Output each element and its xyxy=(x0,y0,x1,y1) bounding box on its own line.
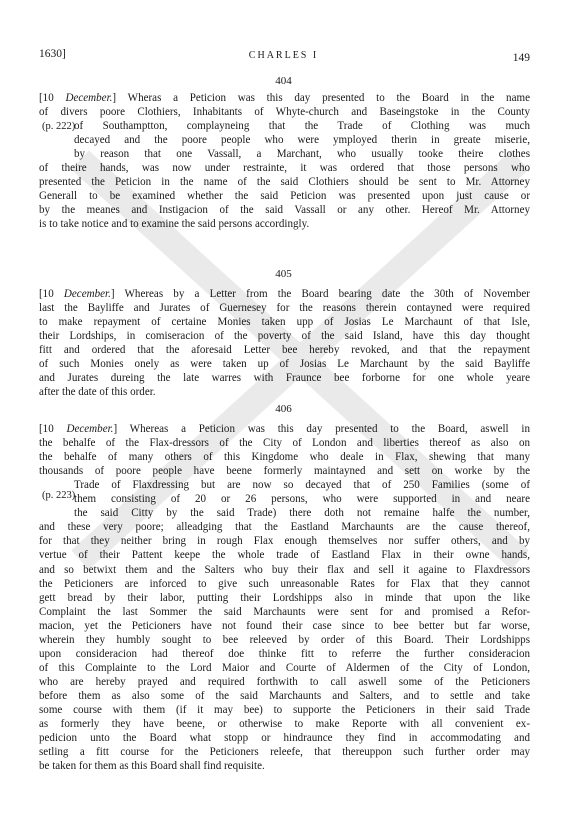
text-line xyxy=(39,633,530,647)
text-span: by the meanes and Instigacion of the said Vassall or any other. Hereof Mr. Attorney xyxy=(39,204,530,217)
text-span: and these very poore; alleadging that the Eastland Marchaunts are the cause thereof, xyxy=(39,521,530,534)
text-line xyxy=(39,703,530,717)
text-line xyxy=(39,217,530,231)
text-line xyxy=(39,175,530,189)
text-span: by reason that one Vassall, a Marchant, who usually tooke theire clothes xyxy=(74,148,530,161)
text-span: macion, yet the Peticioners have not found their case since to bee better but far worse, xyxy=(39,619,530,632)
text-span: some course with them (if it may bee) to supporte the Peticioners in their said Trade xyxy=(39,704,530,716)
text-line xyxy=(39,464,530,478)
text-line xyxy=(74,133,530,147)
text-line xyxy=(74,147,530,161)
text-span: is to take notice and to examine the said persons accordingly. xyxy=(39,218,310,231)
text-span: the behalfe of many others of this Kingdome who deale in Flax, shewing that many xyxy=(39,451,530,464)
text-line xyxy=(39,689,530,703)
text-line xyxy=(39,661,530,675)
text-span: vertue of their Pattent keepe the whole trade of Eastland Flax in their owne hands, xyxy=(39,549,530,562)
text-span: of theire hands, was now under restrainte, it was ordered that those persons who xyxy=(39,162,530,175)
text-span: wherein they humbly sought to bee releeved by order of this Board. Their Lordshipps xyxy=(39,633,530,646)
text-span: [10 xyxy=(39,423,67,435)
text-line xyxy=(39,343,530,357)
text-line xyxy=(39,161,530,175)
date-month: December. xyxy=(66,423,114,435)
margin-page-ref: (p. 223) xyxy=(42,490,76,501)
text-span: their Lordships, in comiseracion of the poverty of the said Island, have this day thought xyxy=(39,330,530,343)
text-line xyxy=(74,478,530,492)
text-line xyxy=(39,450,530,464)
text-span: setling a fitt course for the Peticioners releefe, that thereuppon such further order may xyxy=(39,746,530,759)
text-span: gett bread by their labor, putting their Lordshipps also in minde that upon the like xyxy=(39,591,530,604)
text-line xyxy=(39,563,530,577)
text-span: last the Bayliffe and Jurates of Guernesey for the reasons therein contayned were required xyxy=(39,302,530,315)
margin-page-ref: (p. 222) xyxy=(42,121,76,132)
text-line xyxy=(39,301,530,315)
text-line xyxy=(39,619,530,633)
text-line xyxy=(39,759,530,773)
text-span: upon consideracion had thereof doe thinke fitt to referre the further consideracion xyxy=(39,647,530,660)
text-span: be taken for them as this Board shall find requisite. xyxy=(39,760,265,773)
text-span: who are hereby prayed and required forthwith to call aswell some of the Peticioners xyxy=(39,675,530,688)
text-span: the Peticioners are inforced to give such unreasonable Rates for Flax that they cannot xyxy=(39,577,530,590)
text-span: and so betwixt them and the Salters who buy their flax and sell it againe to Flaxdressors xyxy=(39,563,530,576)
text-span: of this Complainte to the Lord Maior and Courte of Aldermen of the City of London, xyxy=(39,661,530,674)
text-span: pedicion unto the Board what stopp or hindraunce they find in accommodating and xyxy=(39,732,530,745)
text-line xyxy=(39,717,530,731)
text-line xyxy=(74,506,530,520)
text-line xyxy=(39,745,530,759)
text-line xyxy=(39,436,530,450)
text-span: the said Citty by the said Trade) there doth not remaine halfe the number, xyxy=(74,507,530,520)
text-span: ] Whereas a Peticion was this day presented to the Board, aswell in xyxy=(113,423,530,435)
text-line xyxy=(39,675,530,689)
text-span: thousands of poore people have beene formerly maintayned and sett on worke by the xyxy=(39,465,530,478)
page-number: 149 xyxy=(512,52,530,64)
text-span: ] Whereas by a Letter from the Board bearing date the 30th of November xyxy=(110,288,530,300)
entry-number: 406 xyxy=(275,403,292,415)
text-span: them consisting of 20 or 26 persons, who were supported in and neare xyxy=(74,493,530,506)
text-span: [10 xyxy=(39,92,66,104)
text-span: presented the Peticion in the name of the said Clothiers should be sent to Mr. Attorney xyxy=(39,176,530,189)
text-line xyxy=(39,577,530,591)
text-line xyxy=(39,287,530,301)
text-line xyxy=(39,189,530,203)
text-line xyxy=(74,119,530,133)
text-line xyxy=(39,548,530,562)
text-span: as formerly they have beene, or otherwise to make Reporte with all convenient ex- xyxy=(39,718,530,731)
text-span: of such Monies onely as were taken up of Josias Le Marchaunt by the said Bayliffe xyxy=(39,358,530,371)
date-month: December. xyxy=(63,288,111,300)
text-line xyxy=(39,520,530,534)
text-span: Trade of Flaxdressing but are now so decayed that of 250 Families (some of xyxy=(74,479,530,492)
text-span: before them as also some of the said Marchaunts and Salters, and to settle and take xyxy=(39,689,530,702)
text-line xyxy=(74,492,530,506)
text-span: fitt and ordered that the aforesaid Letter bee hereby revoked, and that the repayment xyxy=(39,344,530,357)
text-span: for that they neither bring in rough Flax enough themselves nor suffer others, and by xyxy=(39,535,530,548)
text-line xyxy=(39,647,530,661)
text-span: to make repayment of certaine Monies taken upp of Josias Le Marchaunt of that Isle, xyxy=(39,316,530,329)
text-line xyxy=(39,385,530,399)
text-line xyxy=(39,203,530,217)
running-head-year: 1630] xyxy=(39,48,66,60)
text-line xyxy=(39,371,530,385)
text-line xyxy=(39,591,530,605)
text-span: Complaint the last Sommer the said Marchaunts were sent for and promised a Refor- xyxy=(39,605,530,618)
running-head-title: CHARLES I xyxy=(248,50,319,61)
text-span: of divers poore Clothiers, Inhabitants of Whyte-church and Baseingstoke in the County xyxy=(39,106,530,119)
date-month: December. xyxy=(65,92,113,104)
text-line xyxy=(39,422,530,436)
text-line xyxy=(39,105,530,119)
text-span: after the date of this order. xyxy=(39,386,156,399)
text-line xyxy=(39,534,530,548)
entry-number: 404 xyxy=(275,75,292,87)
text-span: [10 xyxy=(39,288,64,300)
text-span: of Southamptton, complayneing that the Trade of Clothing was much xyxy=(74,120,530,133)
text-span: and Jurates dureing the late warres with Fraunce bee forborne for one whole yeare xyxy=(39,372,530,385)
text-span: Generall to be examined whether the said Peticion was presented upon just cause or xyxy=(39,190,530,203)
text-line xyxy=(39,357,530,371)
text-span: ] Wheras a Peticion was this day presented to the Board in the name xyxy=(112,92,530,104)
entry-number: 405 xyxy=(275,268,292,280)
text-line xyxy=(39,329,530,343)
text-line xyxy=(39,315,530,329)
text-line xyxy=(39,91,530,105)
text-span: the behalfe of the Flax-dressors of the City of London and liberties thereof as also on xyxy=(39,437,530,450)
text-span: decayed and the poore people who were ymployed therin in greate miserie, xyxy=(74,134,530,147)
text-line xyxy=(39,605,530,619)
text-line xyxy=(39,731,530,745)
